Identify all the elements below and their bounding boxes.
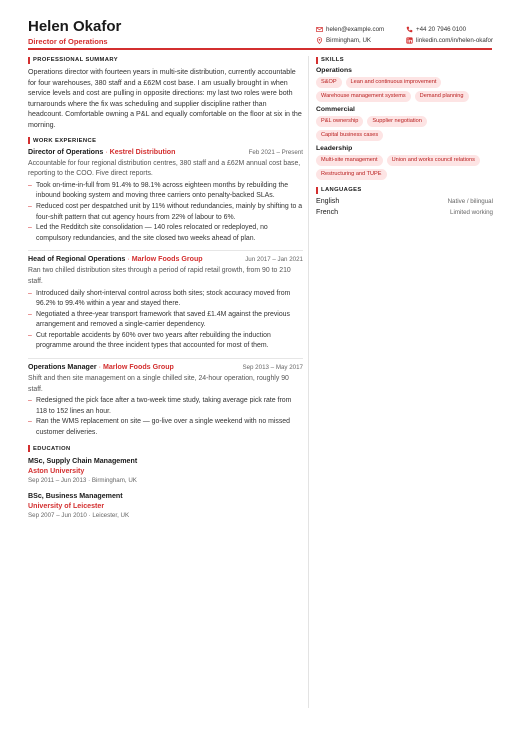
edu-degree: MSc, Supply Chain Management (28, 456, 138, 465)
skill-group (316, 144, 493, 180)
candidate-role: Director of Operations (28, 37, 108, 46)
job-bullet: – Took on-time-in-full from 91.4% to 98.1% across eighteen months by rebuilding the inbound booking system and moving three carriers onto penalty-backed SLAs. (28, 181, 303, 202)
job-dates: Sep 2013 – May 2017 (242, 364, 303, 372)
skill-chip: Warehouse management systems (316, 91, 411, 102)
column-divider (308, 56, 309, 708)
contact-phone[interactable] (406, 26, 466, 33)
summary-heading: PROFESSIONAL SUMMARY (33, 57, 118, 63)
main-column (28, 56, 303, 520)
language-row (316, 208, 493, 219)
job-company: Marlow Foods Group (102, 363, 174, 372)
job-header (28, 148, 303, 158)
job-separator: · (98, 363, 101, 372)
skill-chip: P&L ownership (316, 116, 363, 127)
job-bullet: – Ran the WMS replacement on site — go-live over a single weekend with no missed customer deliveries. (28, 417, 303, 438)
job-title: Head of Regional Operations (28, 255, 126, 264)
linkedin-icon (406, 37, 413, 44)
skill-group-title: Leadership (316, 145, 353, 152)
section-heading (316, 56, 493, 64)
skill-chips (316, 116, 493, 141)
job-bullets (28, 396, 303, 438)
job-dates: Jun 2017 – Jan 2021 (245, 256, 303, 264)
job-description: Accountable for four regional distribution centres, 380 staff and a £62M annual cost base, reporting to the COO. Five direct reports. (28, 159, 301, 178)
job-separator: · (127, 255, 130, 264)
languages-heading: LANGUAGES (321, 187, 362, 193)
job-header (28, 363, 303, 373)
job-entry (28, 255, 303, 352)
resume-header (28, 18, 492, 50)
education-entry (28, 456, 303, 485)
education-heading: EDUCATION (33, 445, 71, 452)
section-heading (28, 445, 303, 453)
section-marker (316, 187, 318, 194)
job-title-line (28, 148, 175, 156)
edu-school: Aston University (28, 466, 85, 475)
edu-school: University of Leicester (28, 501, 105, 510)
skill-chips (316, 77, 493, 102)
summary-text: Operations director with fourteen years in multi-site distribution, currently accountable for four warehouses, 380 staff and a £62M cost base. I am usually brought in when service levels and cost are pulling in opposite directions: my last two roles were both turnarounds where the fix was scheduling and supplier discipline rather than headcount. Comfortable owning a P&L and equally comfortable on the floor at six in the morning. (28, 68, 302, 129)
skill-group (316, 105, 493, 141)
edu-meta: Sep 2011 – Jun 2013 · Birmingham, UK (28, 476, 137, 484)
edu-meta: Sep 2007 – Jun 2010 · Leicester, UK (28, 511, 130, 519)
language-level: Limited working (450, 209, 493, 216)
skill-chip: S&OP (316, 77, 342, 88)
contact-email[interactable] (316, 26, 384, 33)
section-marker (316, 57, 318, 64)
job-header (28, 255, 303, 265)
job-entry (28, 148, 303, 245)
job-bullet: – Cut reportable accidents by 60% over two years after rebuilding the induction programme around the three incident types that accounted for most of them. (28, 331, 303, 352)
skill-group-title: Operations (316, 67, 352, 74)
skill-chip: Multi-site management (316, 155, 383, 166)
phone-icon (406, 26, 413, 33)
side-column (316, 56, 493, 219)
language-row (316, 197, 493, 208)
job-divider (28, 358, 303, 359)
summary-section (28, 56, 303, 131)
skill-chip: Union and works council relations (387, 155, 480, 166)
experience-section (28, 137, 303, 439)
job-divider (28, 250, 303, 251)
job-bullets (28, 289, 303, 353)
job-entry (28, 363, 303, 439)
skill-group (316, 66, 493, 102)
header-divider (28, 48, 492, 50)
job-title-line (28, 255, 203, 263)
job-bullet: – Negotiated a three-year transport framework that saved £1.4M against the previous arrangement and removed a single-carrier dependency. (28, 310, 303, 331)
skill-chip: Supplier negotiation (367, 116, 426, 127)
job-title: Director of Operations (28, 147, 104, 156)
skill-chips (316, 155, 493, 180)
language-name: French (316, 208, 339, 216)
languages-section (316, 186, 493, 219)
job-description: Shift and then site management on a single chilled site, 24-hour operation, roughly 90 staff. (28, 375, 289, 393)
contact-location (316, 37, 371, 44)
job-description: Ran two chilled distribution sites through a period of rapid retail growth, from 90 to 210 staff. (28, 267, 291, 285)
education-entry (28, 491, 303, 520)
candidate-name: Helen Okafor (28, 18, 122, 35)
skills-heading: SKILLS (321, 57, 345, 63)
skill-chip: Lean and continuous improvement (346, 77, 442, 88)
skill-chip: Demand planning (415, 91, 469, 102)
language-level: Native / bilingual (447, 198, 493, 205)
experience-heading: WORK EXPERIENCE (33, 137, 97, 144)
job-separator: · (105, 147, 108, 156)
contact-linkedin[interactable] (406, 37, 493, 44)
job-bullet: – Redesigned the pick face after a two-week time study, taking average pick rate from 118 to 152 lines an hour. (28, 396, 303, 417)
job-dates: Feb 2021 – Present (248, 148, 303, 156)
job-bullet: – Reduced cost per despatched unit by 11% without redundancies, mainly by shifting to a four-shift pattern that cut agency hours from 22% of labour to 6%. (28, 202, 303, 223)
section-marker (28, 57, 30, 64)
job-title-line (28, 363, 174, 371)
phone-text: +44 20 7946 0100 (416, 26, 467, 33)
location-text: Birmingham, UK (326, 37, 372, 44)
mail-icon (316, 26, 323, 33)
section-heading (316, 186, 493, 194)
skill-chip: Capital business cases (316, 130, 383, 141)
job-company: Marlow Foods Group (131, 255, 203, 264)
job-title: Operations Manager (28, 363, 97, 372)
section-marker (28, 445, 30, 452)
language-list (316, 197, 493, 219)
job-bullet: – Introduced daily short-interval control across both sites; stock accuracy moved from 96.2% to 99.4% within a year and stayed there. (28, 289, 303, 310)
section-heading (28, 137, 303, 145)
education-section (28, 445, 303, 520)
section-marker (28, 137, 30, 144)
location-pin-icon (316, 37, 323, 44)
job-company: Kestrel Distribution (109, 147, 176, 156)
section-heading (28, 56, 303, 64)
email-text: helen@example.com (326, 26, 385, 33)
skills-section (316, 56, 493, 180)
skill-chip: Restructuring and TUPE (316, 169, 387, 180)
linkedin-text: linkedin.com/in/helen-okafor (416, 37, 494, 44)
language-name: English (316, 197, 340, 205)
edu-degree: BSc, Business Management (28, 491, 123, 500)
job-bullets (28, 181, 303, 245)
job-bullet: – Led the Redditch site consolidation — 140 roles relocated or redeployed, no compulsory redundancies, and the site closed two weeks ahead of plan. (28, 223, 303, 244)
skill-group-title: Commercial (316, 106, 355, 113)
